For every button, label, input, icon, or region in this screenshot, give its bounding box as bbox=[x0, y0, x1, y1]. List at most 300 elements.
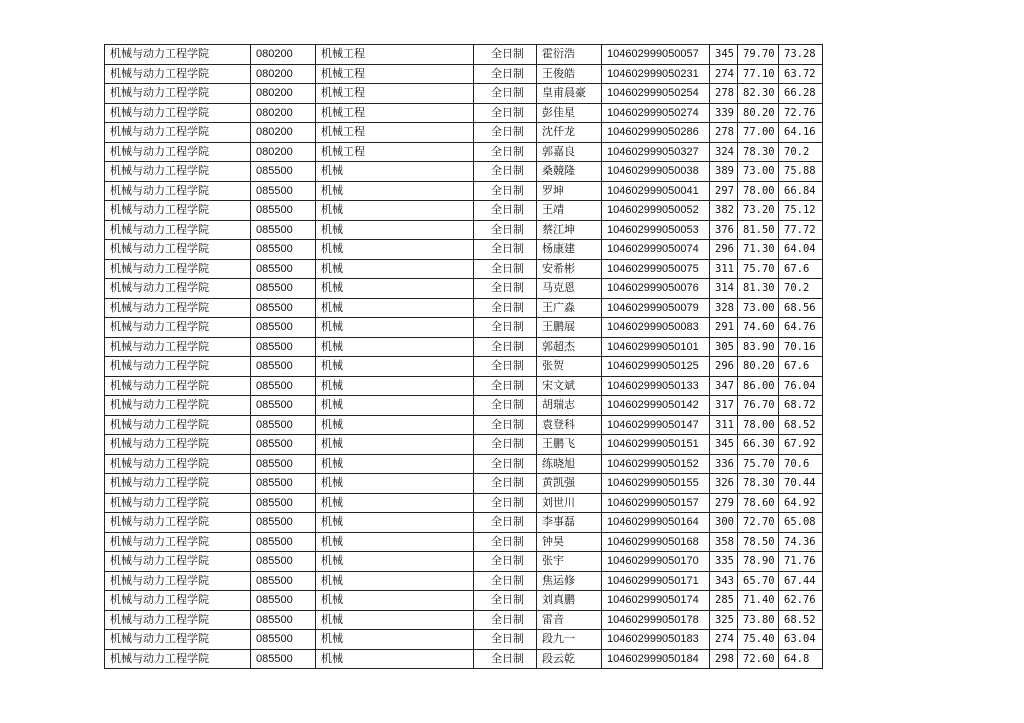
table-row bbox=[105, 357, 823, 377]
major-name-cell: 机械 bbox=[316, 493, 474, 513]
college-cell: 机械与动力工程学院 bbox=[105, 259, 251, 279]
initial-score-cell: 274 bbox=[710, 64, 738, 84]
table-row bbox=[105, 298, 823, 318]
table-row bbox=[105, 337, 823, 357]
major-code-cell: 085500 bbox=[251, 493, 316, 513]
college-cell: 机械与动力工程学院 bbox=[105, 396, 251, 416]
study-mode-cell: 全日制 bbox=[474, 357, 537, 377]
retest-score-cell: 73.00 bbox=[738, 298, 779, 318]
major-code-cell: 080200 bbox=[251, 123, 316, 143]
table-row bbox=[105, 610, 823, 630]
major-code-cell: 085500 bbox=[251, 474, 316, 494]
total-score-cell: 64.04 bbox=[779, 240, 823, 260]
initial-score-cell: 291 bbox=[710, 318, 738, 338]
major-code-cell: 085500 bbox=[251, 337, 316, 357]
retest-score-cell: 83.90 bbox=[738, 337, 779, 357]
major-code-cell: 085500 bbox=[251, 357, 316, 377]
college-cell: 机械与动力工程学院 bbox=[105, 103, 251, 123]
table-row bbox=[105, 591, 823, 611]
student-name-cell: 李事磊 bbox=[537, 513, 602, 533]
exam-id-cell: 104602999050155 bbox=[602, 474, 710, 494]
table-row bbox=[105, 513, 823, 533]
major-name-cell: 机械 bbox=[316, 162, 474, 182]
student-name-cell: 焦运修 bbox=[537, 571, 602, 591]
retest-score-cell: 78.60 bbox=[738, 493, 779, 513]
college-cell: 机械与动力工程学院 bbox=[105, 298, 251, 318]
major-code-cell: 085500 bbox=[251, 279, 316, 299]
retest-score-cell: 66.30 bbox=[738, 435, 779, 455]
major-name-cell: 机械 bbox=[316, 435, 474, 455]
study-mode-cell: 全日制 bbox=[474, 376, 537, 396]
exam-id-cell: 104602999050327 bbox=[602, 142, 710, 162]
table-row bbox=[105, 415, 823, 435]
initial-score-cell: 317 bbox=[710, 396, 738, 416]
study-mode-cell: 全日制 bbox=[474, 318, 537, 338]
study-mode-cell: 全日制 bbox=[474, 513, 537, 533]
initial-score-cell: 279 bbox=[710, 493, 738, 513]
study-mode-cell: 全日制 bbox=[474, 610, 537, 630]
student-name-cell: 沈仟龙 bbox=[537, 123, 602, 143]
college-cell: 机械与动力工程学院 bbox=[105, 201, 251, 221]
exam-id-cell: 104602999050052 bbox=[602, 201, 710, 221]
total-score-cell: 70.44 bbox=[779, 474, 823, 494]
initial-score-cell: 305 bbox=[710, 337, 738, 357]
major-name-cell: 机械 bbox=[316, 454, 474, 474]
college-cell: 机械与动力工程学院 bbox=[105, 142, 251, 162]
total-score-cell: 63.72 bbox=[779, 64, 823, 84]
major-name-cell: 机械 bbox=[316, 318, 474, 338]
study-mode-cell: 全日制 bbox=[474, 259, 537, 279]
major-name-cell: 机械 bbox=[316, 513, 474, 533]
major-name-cell: 机械 bbox=[316, 610, 474, 630]
initial-score-cell: 345 bbox=[710, 435, 738, 455]
major-code-cell: 085500 bbox=[251, 630, 316, 650]
major-code-cell: 085500 bbox=[251, 649, 316, 669]
college-cell: 机械与动力工程学院 bbox=[105, 162, 251, 182]
retest-score-cell: 71.30 bbox=[738, 240, 779, 260]
major-code-cell: 085500 bbox=[251, 454, 316, 474]
total-score-cell: 64.16 bbox=[779, 123, 823, 143]
retest-score-cell: 74.60 bbox=[738, 318, 779, 338]
exam-id-cell: 104602999050074 bbox=[602, 240, 710, 260]
table-row bbox=[105, 396, 823, 416]
major-name-cell: 机械 bbox=[316, 649, 474, 669]
study-mode-cell: 全日制 bbox=[474, 45, 537, 65]
table-row bbox=[105, 649, 823, 669]
retest-score-cell: 78.50 bbox=[738, 532, 779, 552]
retest-score-cell: 77.00 bbox=[738, 123, 779, 143]
college-cell: 机械与动力工程学院 bbox=[105, 513, 251, 533]
college-cell: 机械与动力工程学院 bbox=[105, 474, 251, 494]
major-name-cell: 机械 bbox=[316, 591, 474, 611]
exam-id-cell: 104602999050142 bbox=[602, 396, 710, 416]
study-mode-cell: 全日制 bbox=[474, 162, 537, 182]
admission-table bbox=[104, 44, 823, 669]
retest-score-cell: 73.20 bbox=[738, 201, 779, 221]
college-cell: 机械与动力工程学院 bbox=[105, 318, 251, 338]
total-score-cell: 71.76 bbox=[779, 552, 823, 572]
student-name-cell: 霍衍浩 bbox=[537, 45, 602, 65]
college-cell: 机械与动力工程学院 bbox=[105, 571, 251, 591]
retest-score-cell: 76.70 bbox=[738, 396, 779, 416]
exam-id-cell: 104602999050174 bbox=[602, 591, 710, 611]
study-mode-cell: 全日制 bbox=[474, 435, 537, 455]
initial-score-cell: 326 bbox=[710, 474, 738, 494]
table-row bbox=[105, 532, 823, 552]
exam-id-cell: 104602999050171 bbox=[602, 571, 710, 591]
study-mode-cell: 全日制 bbox=[474, 454, 537, 474]
exam-id-cell: 104602999050254 bbox=[602, 84, 710, 104]
student-name-cell: 段九一 bbox=[537, 630, 602, 650]
initial-score-cell: 345 bbox=[710, 45, 738, 65]
exam-id-cell: 104602999050133 bbox=[602, 376, 710, 396]
exam-id-cell: 104602999050041 bbox=[602, 181, 710, 201]
college-cell: 机械与动力工程学院 bbox=[105, 435, 251, 455]
student-name-cell: 王靖 bbox=[537, 201, 602, 221]
exam-id-cell: 104602999050157 bbox=[602, 493, 710, 513]
total-score-cell: 62.76 bbox=[779, 591, 823, 611]
table-row bbox=[105, 474, 823, 494]
study-mode-cell: 全日制 bbox=[474, 415, 537, 435]
major-name-cell: 机械 bbox=[316, 259, 474, 279]
table-row bbox=[105, 279, 823, 299]
major-code-cell: 080200 bbox=[251, 84, 316, 104]
study-mode-cell: 全日制 bbox=[474, 181, 537, 201]
major-name-cell: 机械 bbox=[316, 181, 474, 201]
major-name-cell: 机械工程 bbox=[316, 45, 474, 65]
exam-id-cell: 104602999050184 bbox=[602, 649, 710, 669]
table-row bbox=[105, 240, 823, 260]
major-code-cell: 085500 bbox=[251, 571, 316, 591]
retest-score-cell: 78.00 bbox=[738, 181, 779, 201]
college-cell: 机械与动力工程学院 bbox=[105, 357, 251, 377]
student-name-cell: 皇甫晨豪 bbox=[537, 84, 602, 104]
retest-score-cell: 78.30 bbox=[738, 474, 779, 494]
exam-id-cell: 104602999050151 bbox=[602, 435, 710, 455]
retest-score-cell: 86.00 bbox=[738, 376, 779, 396]
table-row bbox=[105, 123, 823, 143]
retest-score-cell: 75.70 bbox=[738, 259, 779, 279]
major-code-cell: 085500 bbox=[251, 240, 316, 260]
retest-score-cell: 81.50 bbox=[738, 220, 779, 240]
college-cell: 机械与动力工程学院 bbox=[105, 591, 251, 611]
student-name-cell: 张贺 bbox=[537, 357, 602, 377]
total-score-cell: 65.08 bbox=[779, 513, 823, 533]
study-mode-cell: 全日制 bbox=[474, 64, 537, 84]
initial-score-cell: 300 bbox=[710, 513, 738, 533]
table-row bbox=[105, 630, 823, 650]
student-name-cell: 彭佳星 bbox=[537, 103, 602, 123]
table-row bbox=[105, 454, 823, 474]
total-score-cell: 73.28 bbox=[779, 45, 823, 65]
student-name-cell: 钟昊 bbox=[537, 532, 602, 552]
table-row bbox=[105, 571, 823, 591]
total-score-cell: 70.16 bbox=[779, 337, 823, 357]
retest-score-cell: 75.70 bbox=[738, 454, 779, 474]
student-name-cell: 王鹏飞 bbox=[537, 435, 602, 455]
retest-score-cell: 78.30 bbox=[738, 142, 779, 162]
college-cell: 机械与动力工程学院 bbox=[105, 123, 251, 143]
initial-score-cell: 335 bbox=[710, 552, 738, 572]
student-name-cell: 刘真鹏 bbox=[537, 591, 602, 611]
major-name-cell: 机械 bbox=[316, 357, 474, 377]
exam-id-cell: 104602999050038 bbox=[602, 162, 710, 182]
student-name-cell: 蔡江坤 bbox=[537, 220, 602, 240]
exam-id-cell: 104602999050057 bbox=[602, 45, 710, 65]
study-mode-cell: 全日制 bbox=[474, 571, 537, 591]
college-cell: 机械与动力工程学院 bbox=[105, 279, 251, 299]
student-name-cell: 王鹏展 bbox=[537, 318, 602, 338]
exam-id-cell: 104602999050168 bbox=[602, 532, 710, 552]
major-name-cell: 机械 bbox=[316, 201, 474, 221]
student-name-cell: 郭嘉良 bbox=[537, 142, 602, 162]
major-code-cell: 085500 bbox=[251, 181, 316, 201]
study-mode-cell: 全日制 bbox=[474, 396, 537, 416]
exam-id-cell: 104602999050152 bbox=[602, 454, 710, 474]
initial-score-cell: 376 bbox=[710, 220, 738, 240]
initial-score-cell: 278 bbox=[710, 123, 738, 143]
table-row bbox=[105, 84, 823, 104]
major-code-cell: 085500 bbox=[251, 201, 316, 221]
major-code-cell: 085500 bbox=[251, 162, 316, 182]
student-name-cell: 段云乾 bbox=[537, 649, 602, 669]
total-score-cell: 67.6 bbox=[779, 357, 823, 377]
total-score-cell: 64.8 bbox=[779, 649, 823, 669]
total-score-cell: 75.12 bbox=[779, 201, 823, 221]
table-row bbox=[105, 376, 823, 396]
initial-score-cell: 298 bbox=[710, 649, 738, 669]
retest-score-cell: 80.20 bbox=[738, 103, 779, 123]
study-mode-cell: 全日制 bbox=[474, 220, 537, 240]
student-name-cell: 袁登科 bbox=[537, 415, 602, 435]
college-cell: 机械与动力工程学院 bbox=[105, 220, 251, 240]
initial-score-cell: 314 bbox=[710, 279, 738, 299]
major-name-cell: 机械 bbox=[316, 298, 474, 318]
total-score-cell: 76.04 bbox=[779, 376, 823, 396]
study-mode-cell: 全日制 bbox=[474, 103, 537, 123]
college-cell: 机械与动力工程学院 bbox=[105, 454, 251, 474]
study-mode-cell: 全日制 bbox=[474, 142, 537, 162]
initial-score-cell: 311 bbox=[710, 415, 738, 435]
table-row bbox=[105, 318, 823, 338]
table-row bbox=[105, 64, 823, 84]
exam-id-cell: 104602999050286 bbox=[602, 123, 710, 143]
initial-score-cell: 325 bbox=[710, 610, 738, 630]
major-name-cell: 机械 bbox=[316, 474, 474, 494]
table-row bbox=[105, 493, 823, 513]
initial-score-cell: 389 bbox=[710, 162, 738, 182]
student-name-cell: 安希彬 bbox=[537, 259, 602, 279]
major-name-cell: 机械 bbox=[316, 240, 474, 260]
initial-score-cell: 278 bbox=[710, 84, 738, 104]
study-mode-cell: 全日制 bbox=[474, 630, 537, 650]
exam-id-cell: 104602999050083 bbox=[602, 318, 710, 338]
retest-score-cell: 80.20 bbox=[738, 357, 779, 377]
college-cell: 机械与动力工程学院 bbox=[105, 493, 251, 513]
total-score-cell: 63.04 bbox=[779, 630, 823, 650]
study-mode-cell: 全日制 bbox=[474, 337, 537, 357]
table-row bbox=[105, 162, 823, 182]
study-mode-cell: 全日制 bbox=[474, 532, 537, 552]
major-name-cell: 机械工程 bbox=[316, 64, 474, 84]
major-name-cell: 机械 bbox=[316, 337, 474, 357]
retest-score-cell: 72.60 bbox=[738, 649, 779, 669]
major-code-cell: 085500 bbox=[251, 259, 316, 279]
retest-score-cell: 78.90 bbox=[738, 552, 779, 572]
table-row bbox=[105, 103, 823, 123]
total-score-cell: 70.6 bbox=[779, 454, 823, 474]
total-score-cell: 66.28 bbox=[779, 84, 823, 104]
major-name-cell: 机械 bbox=[316, 415, 474, 435]
college-cell: 机械与动力工程学院 bbox=[105, 337, 251, 357]
student-name-cell: 杨康建 bbox=[537, 240, 602, 260]
retest-score-cell: 78.00 bbox=[738, 415, 779, 435]
retest-score-cell: 79.70 bbox=[738, 45, 779, 65]
table-row bbox=[105, 435, 823, 455]
student-name-cell: 郭超杰 bbox=[537, 337, 602, 357]
major-code-cell: 085500 bbox=[251, 318, 316, 338]
college-cell: 机械与动力工程学院 bbox=[105, 610, 251, 630]
college-cell: 机械与动力工程学院 bbox=[105, 64, 251, 84]
initial-score-cell: 274 bbox=[710, 630, 738, 650]
initial-score-cell: 296 bbox=[710, 240, 738, 260]
initial-score-cell: 382 bbox=[710, 201, 738, 221]
study-mode-cell: 全日制 bbox=[474, 298, 537, 318]
major-code-cell: 085500 bbox=[251, 435, 316, 455]
table-row bbox=[105, 201, 823, 221]
retest-score-cell: 81.30 bbox=[738, 279, 779, 299]
retest-score-cell: 71.40 bbox=[738, 591, 779, 611]
exam-id-cell: 104602999050147 bbox=[602, 415, 710, 435]
student-name-cell: 张宇 bbox=[537, 552, 602, 572]
college-cell: 机械与动力工程学院 bbox=[105, 376, 251, 396]
exam-id-cell: 104602999050183 bbox=[602, 630, 710, 650]
initial-score-cell: 324 bbox=[710, 142, 738, 162]
table-body bbox=[105, 45, 823, 669]
student-name-cell: 王俊皓 bbox=[537, 64, 602, 84]
major-name-cell: 机械 bbox=[316, 532, 474, 552]
college-cell: 机械与动力工程学院 bbox=[105, 649, 251, 669]
major-code-cell: 080200 bbox=[251, 45, 316, 65]
student-name-cell: 刘世川 bbox=[537, 493, 602, 513]
retest-score-cell: 73.00 bbox=[738, 162, 779, 182]
study-mode-cell: 全日制 bbox=[474, 552, 537, 572]
total-score-cell: 70.2 bbox=[779, 142, 823, 162]
major-code-cell: 085500 bbox=[251, 396, 316, 416]
college-cell: 机械与动力工程学院 bbox=[105, 532, 251, 552]
retest-score-cell: 75.40 bbox=[738, 630, 779, 650]
college-cell: 机械与动力工程学院 bbox=[105, 552, 251, 572]
study-mode-cell: 全日制 bbox=[474, 201, 537, 221]
retest-score-cell: 77.10 bbox=[738, 64, 779, 84]
study-mode-cell: 全日制 bbox=[474, 123, 537, 143]
total-score-cell: 68.52 bbox=[779, 415, 823, 435]
study-mode-cell: 全日制 bbox=[474, 591, 537, 611]
total-score-cell: 67.44 bbox=[779, 571, 823, 591]
major-code-cell: 085500 bbox=[251, 376, 316, 396]
study-mode-cell: 全日制 bbox=[474, 649, 537, 669]
study-mode-cell: 全日制 bbox=[474, 279, 537, 299]
table-row bbox=[105, 220, 823, 240]
student-name-cell: 雷音 bbox=[537, 610, 602, 630]
study-mode-cell: 全日制 bbox=[474, 240, 537, 260]
table-row bbox=[105, 142, 823, 162]
total-score-cell: 72.76 bbox=[779, 103, 823, 123]
total-score-cell: 64.76 bbox=[779, 318, 823, 338]
exam-id-cell: 104602999050053 bbox=[602, 220, 710, 240]
major-code-cell: 085500 bbox=[251, 298, 316, 318]
college-cell: 机械与动力工程学院 bbox=[105, 240, 251, 260]
student-name-cell: 宋文斌 bbox=[537, 376, 602, 396]
exam-id-cell: 104602999050178 bbox=[602, 610, 710, 630]
exam-id-cell: 104602999050170 bbox=[602, 552, 710, 572]
initial-score-cell: 347 bbox=[710, 376, 738, 396]
major-code-cell: 085500 bbox=[251, 591, 316, 611]
student-name-cell: 黄凯强 bbox=[537, 474, 602, 494]
study-mode-cell: 全日制 bbox=[474, 493, 537, 513]
major-code-cell: 085500 bbox=[251, 415, 316, 435]
college-cell: 机械与动力工程学院 bbox=[105, 630, 251, 650]
study-mode-cell: 全日制 bbox=[474, 474, 537, 494]
retest-score-cell: 72.70 bbox=[738, 513, 779, 533]
initial-score-cell: 297 bbox=[710, 181, 738, 201]
major-code-cell: 080200 bbox=[251, 142, 316, 162]
major-name-cell: 机械工程 bbox=[316, 142, 474, 162]
major-name-cell: 机械工程 bbox=[316, 103, 474, 123]
total-score-cell: 74.36 bbox=[779, 532, 823, 552]
retest-score-cell: 65.70 bbox=[738, 571, 779, 591]
student-name-cell: 马克恩 bbox=[537, 279, 602, 299]
initial-score-cell: 336 bbox=[710, 454, 738, 474]
exam-id-cell: 104602999050125 bbox=[602, 357, 710, 377]
student-name-cell: 练晓旭 bbox=[537, 454, 602, 474]
major-name-cell: 机械 bbox=[316, 376, 474, 396]
major-code-cell: 085500 bbox=[251, 513, 316, 533]
initial-score-cell: 285 bbox=[710, 591, 738, 611]
major-code-cell: 085500 bbox=[251, 220, 316, 240]
initial-score-cell: 311 bbox=[710, 259, 738, 279]
exam-id-cell: 104602999050076 bbox=[602, 279, 710, 299]
college-cell: 机械与动力工程学院 bbox=[105, 415, 251, 435]
exam-id-cell: 104602999050101 bbox=[602, 337, 710, 357]
college-cell: 机械与动力工程学院 bbox=[105, 84, 251, 104]
college-cell: 机械与动力工程学院 bbox=[105, 45, 251, 65]
retest-score-cell: 82.30 bbox=[738, 84, 779, 104]
total-score-cell: 68.52 bbox=[779, 610, 823, 630]
major-code-cell: 080200 bbox=[251, 103, 316, 123]
major-name-cell: 机械 bbox=[316, 630, 474, 650]
exam-id-cell: 104602999050075 bbox=[602, 259, 710, 279]
study-mode-cell: 全日制 bbox=[474, 84, 537, 104]
total-score-cell: 77.72 bbox=[779, 220, 823, 240]
total-score-cell: 68.72 bbox=[779, 396, 823, 416]
student-name-cell: 胡瑞志 bbox=[537, 396, 602, 416]
initial-score-cell: 358 bbox=[710, 532, 738, 552]
initial-score-cell: 328 bbox=[710, 298, 738, 318]
retest-score-cell: 73.80 bbox=[738, 610, 779, 630]
table-row bbox=[105, 259, 823, 279]
exam-id-cell: 104602999050079 bbox=[602, 298, 710, 318]
total-score-cell: 70.2 bbox=[779, 279, 823, 299]
initial-score-cell: 339 bbox=[710, 103, 738, 123]
student-name-cell: 桑競隆 bbox=[537, 162, 602, 182]
major-code-cell: 085500 bbox=[251, 532, 316, 552]
exam-id-cell: 104602999050164 bbox=[602, 513, 710, 533]
exam-id-cell: 104602999050274 bbox=[602, 103, 710, 123]
exam-id-cell: 104602999050231 bbox=[602, 64, 710, 84]
major-name-cell: 机械 bbox=[316, 571, 474, 591]
total-score-cell: 68.56 bbox=[779, 298, 823, 318]
